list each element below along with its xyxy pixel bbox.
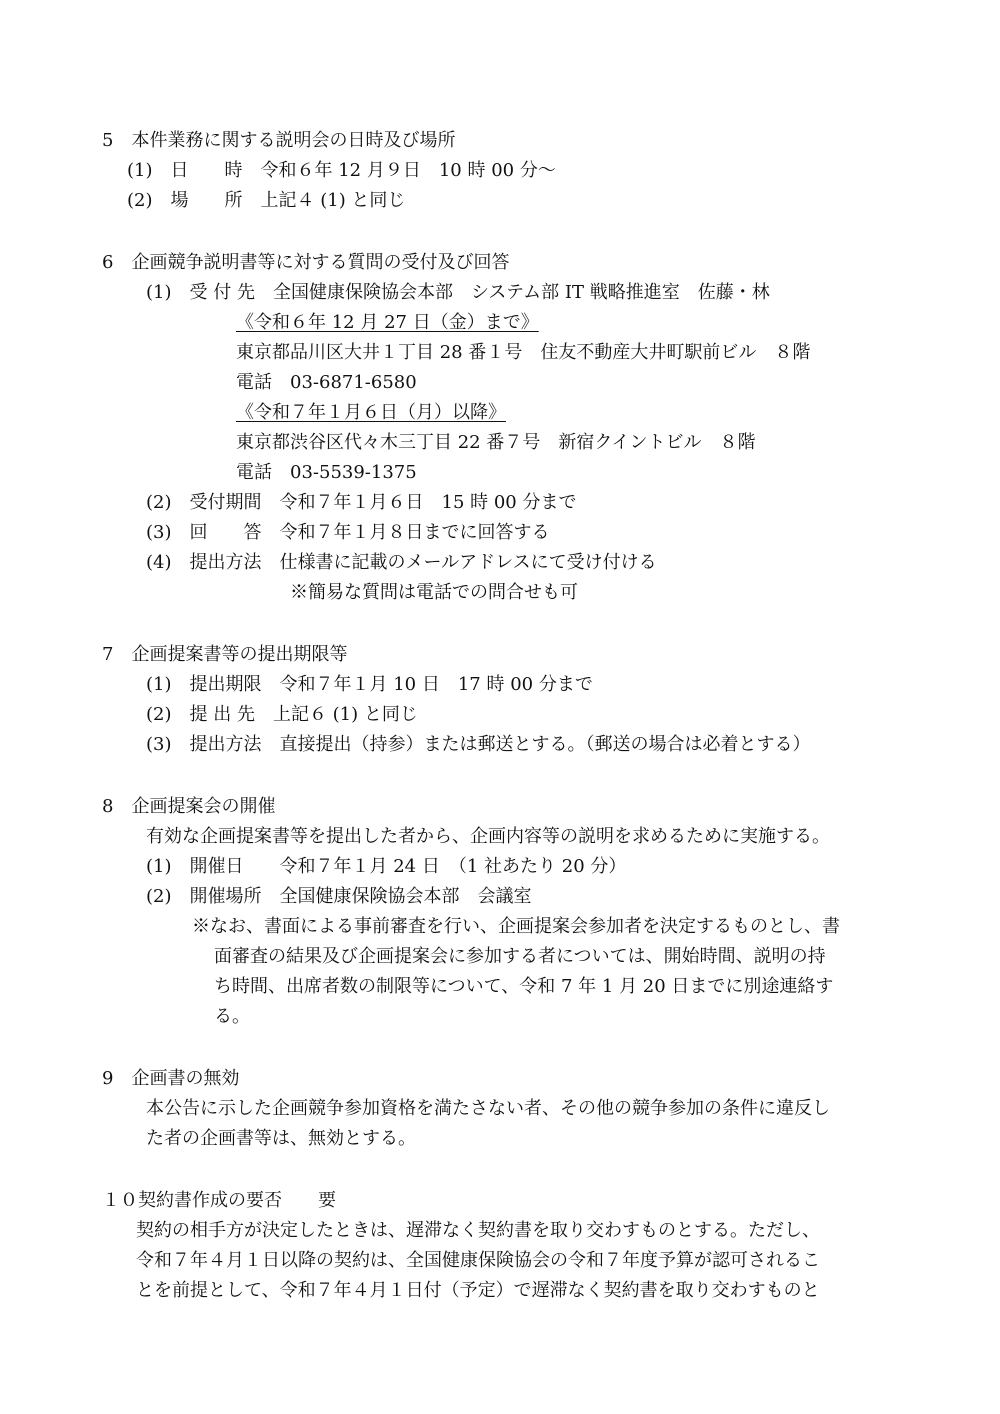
section-10-body-line-1: 契約の相手方が決定したときは、遅滞なく契約書を取り交わすものとする。ただし、 xyxy=(136,1220,820,1241)
section-6-item-2: (2) 受付期間 令和７年１月６日 15 時 00 分まで xyxy=(146,492,577,513)
section-10-body-line-3: とを前提として、令和７年４月１日付（予定）で遅滞なく契約書を取り交わすものと xyxy=(136,1280,820,1301)
section-10-heading: １０契約書作成の要否 要 xyxy=(102,1190,336,1211)
section-8-item-2: (2) 開催場所 全国健康保険協会本部 会議室 xyxy=(146,886,532,907)
section-8-note-line-3: ち時間、出席者数の制限等について、令和 7 年 1 月 20 日までに別途連絡す xyxy=(214,976,834,997)
section-5-item-2: (2) 場 所 上記４ (1) と同じ xyxy=(127,190,406,211)
section-6-item-4-note: ※簡易な質問は電話での問合せも可 xyxy=(290,582,578,603)
section-9-body-line-2: た者の企画書等は、無効とする。 xyxy=(146,1128,416,1149)
section-6-item-3: (3) 回 答 令和７年１月８日までに回答する xyxy=(146,522,550,543)
reception-phone-after: 電話 03-5539-1375 xyxy=(236,462,417,483)
section-5-heading: 5 本件業務に関する説明会の日時及び場所 xyxy=(102,130,456,151)
section-8-heading: 8 企画提案会の開催 xyxy=(102,796,276,817)
section-8-note-line-4: る。 xyxy=(214,1006,250,1027)
section-8-item-1: (1) 開催日 令和７年１月 24 日 （1 社あたり 20 分） xyxy=(146,856,627,877)
section-6-item-4: (4) 提出方法 仕様書に記載のメールアドレスにて受け付ける xyxy=(146,552,657,573)
reception-address-until: 東京都品川区大井１丁目 28 番１号 住友不動産大井町駅前ビル ８階 xyxy=(236,342,811,363)
reception-period-until-label: 《令和６年 12 月 27 日（金）まで》 xyxy=(236,312,539,333)
reception-period-after-label: 《令和７年１月６日（月）以降》 xyxy=(236,402,506,423)
section-9-body-line-1: 本公告に示した企画競争参加資格を満たさない者、その他の競争参加の条件に違反し xyxy=(146,1098,830,1119)
section-7-heading: 7 企画提案書等の提出期限等 xyxy=(102,644,348,665)
section-6-heading: 6 企画競争説明書等に対する質問の受付及び回答 xyxy=(102,252,510,273)
section-6-item-1: (1) 受 付 先 全国健康保険協会本部 システム部 IT 戦略推進室 佐藤・林 xyxy=(146,282,770,303)
section-8-note-line-1: ※なお、書面による事前審査を行い、企画提案会参加者を決定するものとし、書 xyxy=(192,916,840,937)
reception-address-after: 東京都渋谷区代々木三丁目 22 番７号 新宿クイントビル ８階 xyxy=(236,432,756,453)
section-7-item-3: (3) 提出方法 直接提出（持参）または郵送とする。（郵送の場合は必着とする） xyxy=(146,734,811,755)
section-8-note-line-2: 面審査の結果及び企画提案会に参加する者については、開始時間、説明の持 xyxy=(214,946,826,967)
section-10-body-line-2: 令和７年４月１日以降の契約は、全国健康保険協会の令和７年度予算が認可されるこ xyxy=(136,1250,820,1271)
section-8-intro: 有効な企画提案書等を提出した者から、企画内容等の説明を求めるために実施する。 xyxy=(146,826,830,847)
reception-phone-until: 電話 03-6871-6580 xyxy=(236,372,417,393)
section-7-item-1: (1) 提出期限 令和７年１月 10 日 17 時 00 分まで xyxy=(146,674,593,695)
section-9-heading: 9 企画書の無効 xyxy=(102,1068,240,1089)
section-7-item-2: (2) 提 出 先 上記６ (1) と同じ xyxy=(146,704,418,725)
section-5-item-1: (1) 日 時 令和６年 12 月９日 10 時 00 分～ xyxy=(127,160,556,181)
